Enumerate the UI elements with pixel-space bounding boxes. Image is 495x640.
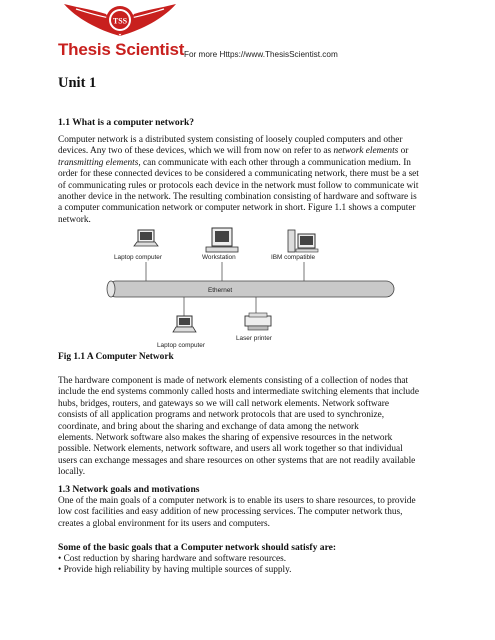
paragraph-line: users can exchange messages and share resources on other systems that are not readily available: [58, 455, 416, 466]
paragraph-line: another device in the network. The resulting combination consisting of hardware and software is: [58, 192, 417, 203]
section-1-1-paragraph: [58, 135, 438, 226]
hardware-paragraph: [58, 376, 438, 479]
goal-item: • Provide high reliability by having multiple sources of supply.: [58, 565, 292, 576]
laptop-top-label: Laptop computer: [114, 254, 162, 261]
site-link[interactable]: For more Https://www.ThesisScientist.com: [184, 50, 338, 59]
paragraph-line: Computer network is a distributed system consisting of loosely coupled computers and other: [58, 135, 403, 145]
paragraph-line: possible. Network elements, network software, and users all work together so that individual: [58, 444, 403, 455]
paragraph-line: a computer communication network or computer network in short. Figure 1.1 shows a computer: [58, 203, 416, 214]
laser-printer-icon: [245, 313, 271, 330]
paragraph-line: coordinate, and bring about the sharing and exchange of data among the network: [58, 421, 359, 432]
paragraph-line: of communicating rules or protocols each device in the network must follow to communicate wit: [58, 180, 419, 191]
ethernet-cable-icon: [107, 281, 394, 297]
section-1-3-heading: 1.3 Network goals and motivations: [58, 484, 200, 495]
paragraph-line: locally.: [58, 467, 86, 478]
paragraph-line: consists of all application programs and network protocols that are used to synchronize,: [58, 410, 385, 421]
paragraph-line: The hardware component is made of network elements consisting of a collection of nodes that: [58, 376, 409, 386]
paragraph-line: low cost facilities and easy addition of new processing services. The computer network thus,: [58, 507, 403, 518]
goals-list: [58, 554, 438, 577]
paragraph-line: network.: [58, 214, 91, 225]
brand-name: Thesis Scientist: [58, 40, 185, 59]
unit-title: Unit 1: [58, 75, 97, 91]
workstation-icon: [206, 228, 238, 252]
paragraph-line: devices. Any two of these devices, which we will from now on refer to as network elements or: [58, 146, 409, 157]
page-header: [58, 0, 458, 66]
ethernet-label: Ethernet: [208, 287, 233, 294]
paragraph-line: include the end systems commonly called hosts and intermediate switching elements that include: [58, 387, 419, 398]
paragraph-line: One of the main goals of a computer network is to enable its users to share resources, to provide: [58, 496, 416, 506]
ibm-compatible-icon: [288, 230, 318, 252]
thesis-scientist-logo: [58, 0, 183, 44]
paragraph-line: elements. Network software also makes the sharing of expensive resources in the network: [58, 433, 393, 444]
section-1-3-paragraph: [58, 496, 438, 530]
paragraph-line: hubs, bridges, routers, and gateways so we will call network elements. Network software: [58, 398, 389, 409]
laptop-bottom-icon: [173, 316, 196, 332]
goals-heading: Some of the basic goals that a Computer network should satisfy are:: [58, 542, 337, 553]
laptop-top-icon: [134, 230, 158, 246]
workstation-label: Workstation: [202, 254, 236, 261]
paragraph-line: order for these connected devices to be considered a communicating network, there must be a set: [58, 169, 419, 180]
laser-printer-label: Laser printer: [236, 335, 272, 342]
goal-item: • Cost reduction by sharing hardware and software resources.: [58, 554, 287, 564]
ibm-compatible-label: IBM compatible: [271, 254, 316, 261]
logo-letters: TSS: [112, 16, 128, 26]
laptop-bottom-label: Laptop computer: [157, 342, 205, 349]
paragraph-line: transmitting elements, can communicate with each other through a communication medium. In: [58, 157, 411, 168]
section-1-1-heading: 1.1 What is a computer network?: [58, 117, 195, 128]
paragraph-line: creates a global environment for its users and computers.: [58, 518, 270, 529]
network-figure: [100, 224, 400, 352]
figure-caption: Fig 1.1 A Computer Network: [58, 352, 174, 362]
